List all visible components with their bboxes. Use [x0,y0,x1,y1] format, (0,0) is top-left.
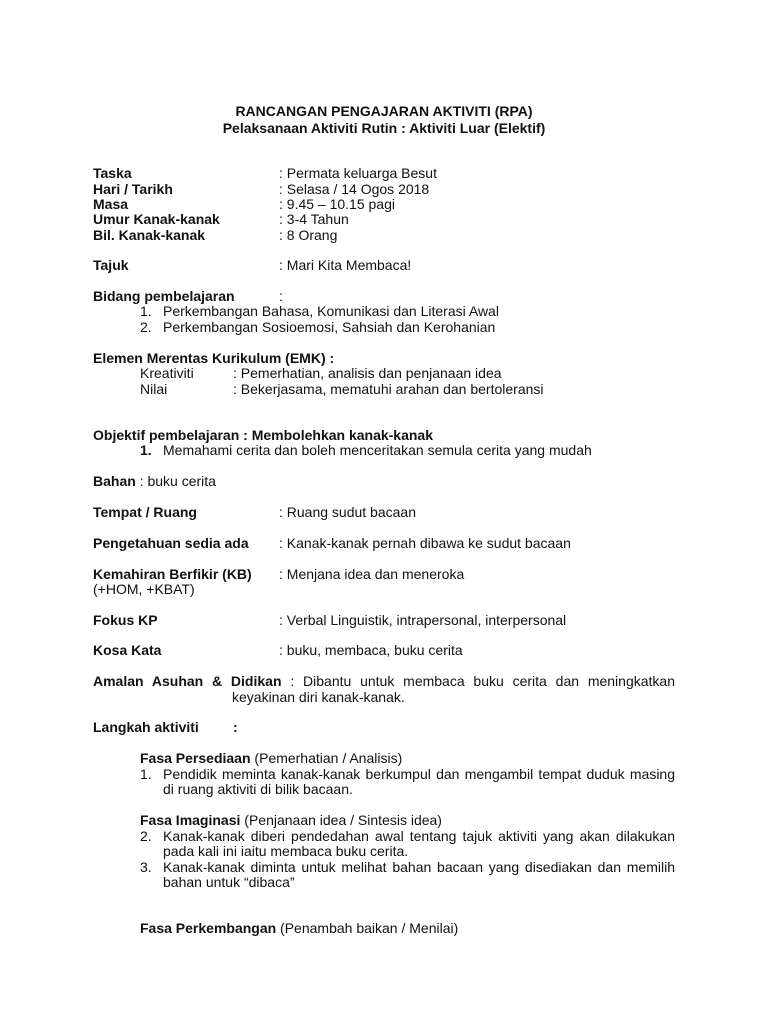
bil-value: : 8 Orang [279,227,338,243]
list-number: 2. [140,828,152,844]
bil-label: Bil. Kanak-kanak [93,227,206,243]
fasa-persediaan-title: Fasa Persediaan [140,750,251,766]
bahan-row [93,473,216,489]
fasa-perkembangan-title: Fasa Perkembangan [140,920,277,936]
taska-label: Taska [93,165,132,181]
bidang-label: Bidang pembelajaran [93,288,235,304]
pengetahuan-label: Pengetahuan sedia ada [93,535,249,551]
objektif-heading: Objektif pembelajaran : Membolehkan kanak-kanak [93,427,434,443]
kreativiti-value: : Pemerhatian, analisis dan penjanaan idea [233,365,502,381]
nilai-value: : Bekerjasama, mematuhi arahan dan bertoleransi [233,381,544,397]
umur-label: Umur Kanak-kanak [93,211,220,227]
fasa-persediaan-heading [140,750,402,766]
fasa-perkembangan-desc: (Penambah baikan / Menilai) [276,920,459,936]
bahan-label: Bahan [93,473,136,489]
list-text: Kanak-kanak diminta untuk melihat bahan bacaan yang disediakan dan memilih [163,859,675,875]
amalan-line2: keyakinan diri kanak-kanak. [232,689,405,705]
amalan-label: Amalan Asuhan & Didikan [93,673,282,689]
list-text: Pendidik meminta kanak-kanak berkumpul dan mengambil tempat duduk masing [163,766,675,782]
fasa-imaginasi-desc: (Penjanaan idea / Sintesis idea) [240,812,442,828]
kosa-label: Kosa Kata [93,642,162,658]
fasa-perkembangan-heading [140,920,458,936]
bahan-value: : buku cerita [139,473,216,489]
masa-label: Masa [93,196,129,212]
tajuk-label: Tajuk [93,257,129,273]
umur-value: : 3-4 Tahun [279,211,349,227]
list-text-continued: pada kali ini iaitu membaca buku cerita. [163,843,409,859]
pengetahuan-value: : Kanak-kanak pernah dibawa ke sudut bacaan [279,535,571,551]
hari-value: : Selasa / 14 Ogos 2018 [279,181,430,197]
fokus-label: Fokus KP [93,612,158,628]
amalan-line1: : Dibantu untuk membaca buku cerita dan meningkatkan [290,673,675,689]
list-text: Perkembangan Sosioemosi, Sahsiah dan Kerohanian [163,319,496,335]
amalan-row [93,673,675,689]
langkah-colon: : [233,719,238,735]
list-number: 3. [140,859,152,875]
fasa-imaginasi-heading [140,812,442,828]
kosa-value: : buku, membaca, buku cerita [279,642,463,658]
list-number: 1. [140,303,152,319]
list-text-continued: di ruang aktiviti di bilik bacaan. [163,781,353,797]
list-number: 2. [140,319,152,335]
fokus-value: : Verbal Linguistik, intrapersonal, interpersonal [279,612,567,628]
document-title: RANCANGAN PENGAJARAN AKTIVITI (RPA) [235,103,533,119]
tempat-value: : Ruang sudut bacaan [279,504,416,520]
langkah-label: Langkah aktiviti [93,719,199,735]
tajuk-value: : Mari Kita Membaca! [279,257,412,273]
list-text-continued: bahan untuk “dibaca” [163,874,295,890]
kreativiti-label: Kreativiti [140,365,194,381]
kemahiran-label: Kemahiran Berfikir (KB) [93,566,252,582]
hari-label: Hari / Tarikh [93,181,173,197]
objektif-text: Memahami cerita dan boleh menceritakan semula cerita yang mudah [163,442,592,458]
kemahiran-sub: (+HOM, +KBAT) [93,581,195,597]
document-subtitle: Pelaksanaan Aktiviti Rutin : Aktiviti Luar (Elektif) [222,120,546,136]
list-text: Kanak-kanak diberi pendedahan awal tentang tajuk aktiviti yang akan dilakukan [163,828,675,844]
list-number: 1. [140,766,152,782]
emk-heading: Elemen Merentas Kurikulum (EMK) : [93,350,335,366]
objektif-number: 1. [140,442,152,458]
taska-value: : Permata keluarga Besut [279,165,437,181]
bidang-colon: : [279,288,283,304]
fasa-imaginasi-title: Fasa Imaginasi [140,812,241,828]
list-text: Perkembangan Bahasa, Komunikasi dan Literasi Awal [163,303,499,319]
tempat-label: Tempat / Ruang [93,504,197,520]
kemahiran-value: : Menjana idea dan meneroka [279,566,465,582]
fasa-persediaan-desc: (Pemerhatian / Analisis) [250,750,403,766]
nilai-label: Nilai [140,381,168,397]
masa-value: : 9.45 – 10.15 pagi [279,196,395,212]
